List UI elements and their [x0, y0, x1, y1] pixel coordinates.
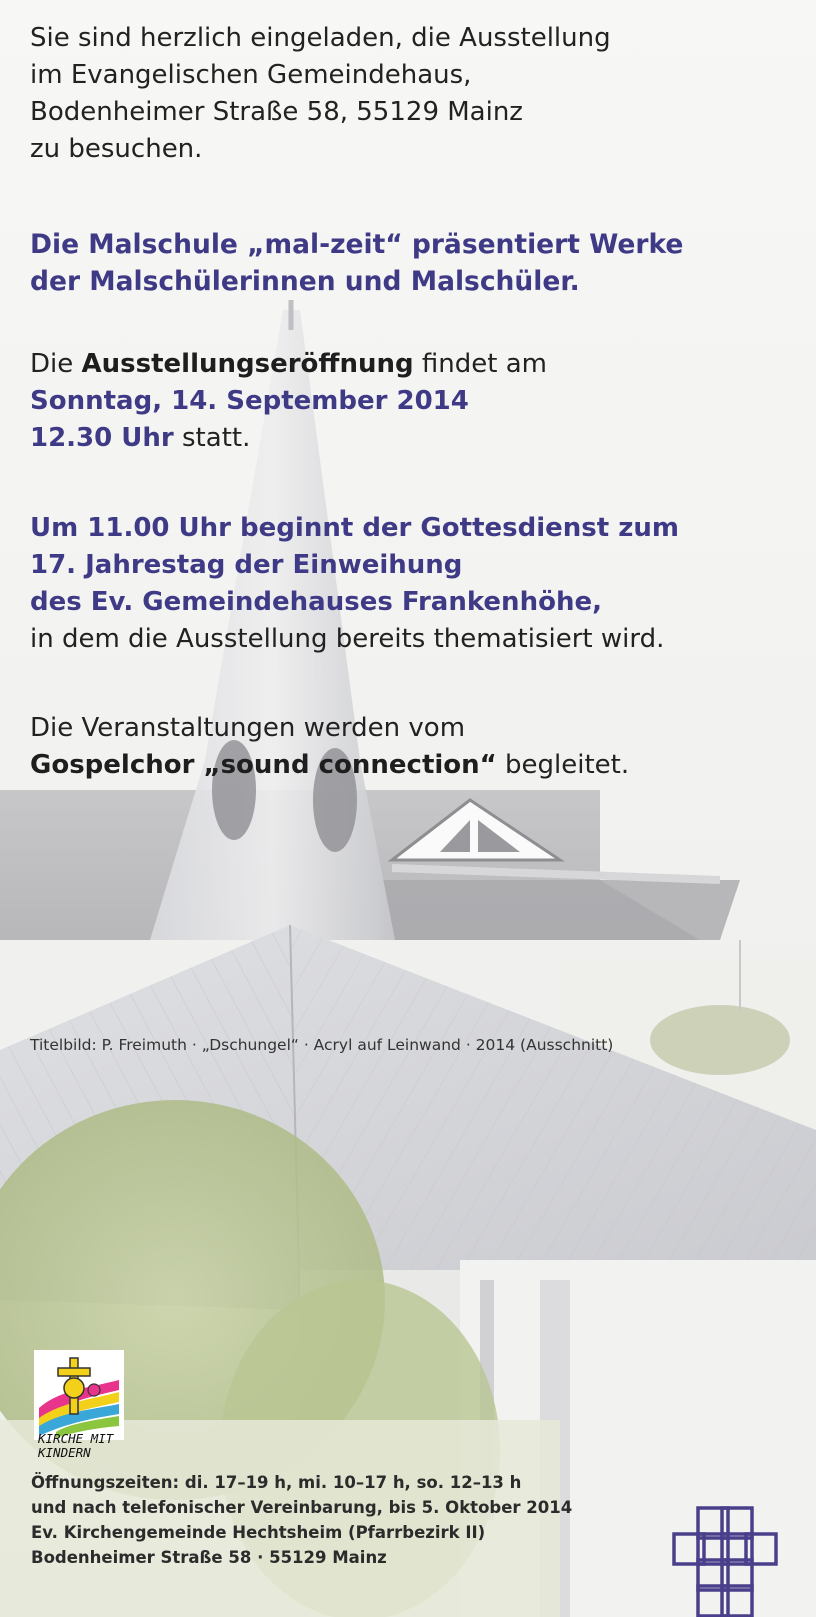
interlocking-cross-emblem-icon [660, 1500, 790, 1617]
opening-label: Ausstellungseröffnung [81, 349, 414, 379]
footer-info [31, 1470, 572, 1570]
intro-paragraph [30, 20, 790, 168]
service-line: Um 11.00 Uhr beginnt der Gottesdienst zum [30, 513, 679, 543]
intro-line: im Evangelischen Gemeindehaus, [30, 60, 472, 90]
service-line: in dem die Ausstellung bereits thematisiert wird. [30, 624, 665, 654]
opening-paragraph [30, 346, 547, 457]
intro-line: Bodenheimer Straße 58, 55129 Mainz [30, 97, 523, 127]
service-line: des Ev. Gemeindehauses Frankenhöhe, [30, 587, 602, 617]
opening-suffix: findet am [413, 349, 547, 379]
choir-paragraph [30, 710, 629, 784]
appointment-note: und nach telefonischer Vereinbarung, bis 5. Oktober 2014 [31, 1498, 573, 1517]
malschule-heading [30, 226, 683, 300]
choir-line [30, 747, 629, 784]
choir-name: Gospelchor „sound connection“ [30, 750, 497, 780]
opening-hours: Öffnungszeiten: di. 17–19 h, mi. 10–17 h, so. 12–13 h [31, 1473, 522, 1492]
intro-line: zu besuchen. [30, 134, 203, 164]
opening-time-line [30, 420, 547, 457]
parish-name: Ev. Kirchengemeinde Hechtsheim (Pfarrbezirk II) [31, 1523, 486, 1542]
parish-address: Bodenheimer Straße 58 · 55129 Mainz [31, 1548, 387, 1567]
choir-suffix: begleitet. [496, 750, 630, 780]
logo-caption [38, 1432, 124, 1460]
opening-time-suffix: statt. [173, 423, 251, 453]
malschule-line: der Malschülerinnen und Malschüler. [30, 266, 580, 297]
choir-line: Die Veranstaltungen werden vom [30, 713, 466, 743]
kirche-mit-kindern-logo [34, 1350, 124, 1466]
opening-prefix: Die [30, 349, 82, 379]
opening-time: 12.30 Uhr [30, 423, 174, 453]
opening-date: Sonntag, 14. September 2014 [30, 386, 469, 416]
malschule-line: Die Malschule „mal-zeit“ präsentiert Werke [30, 229, 684, 260]
image-credit: Titelbild: P. Freimuth · „Dschungel“ · Acryl auf Leinwand · 2014 (Ausschnitt) [30, 1036, 614, 1054]
service-paragraph [30, 510, 679, 658]
intro-line: Sie sind herzlich eingeladen, die Ausstellung [30, 23, 611, 53]
kirche-mit-kindern-logo-icon [34, 1350, 124, 1440]
service-line: 17. Jahrestag der Einweihung [30, 550, 463, 580]
opening-line [30, 346, 547, 383]
logo-caption-line: KIRCHE MIT [38, 1431, 114, 1446]
logo-caption-line: KINDERN [38, 1445, 91, 1460]
